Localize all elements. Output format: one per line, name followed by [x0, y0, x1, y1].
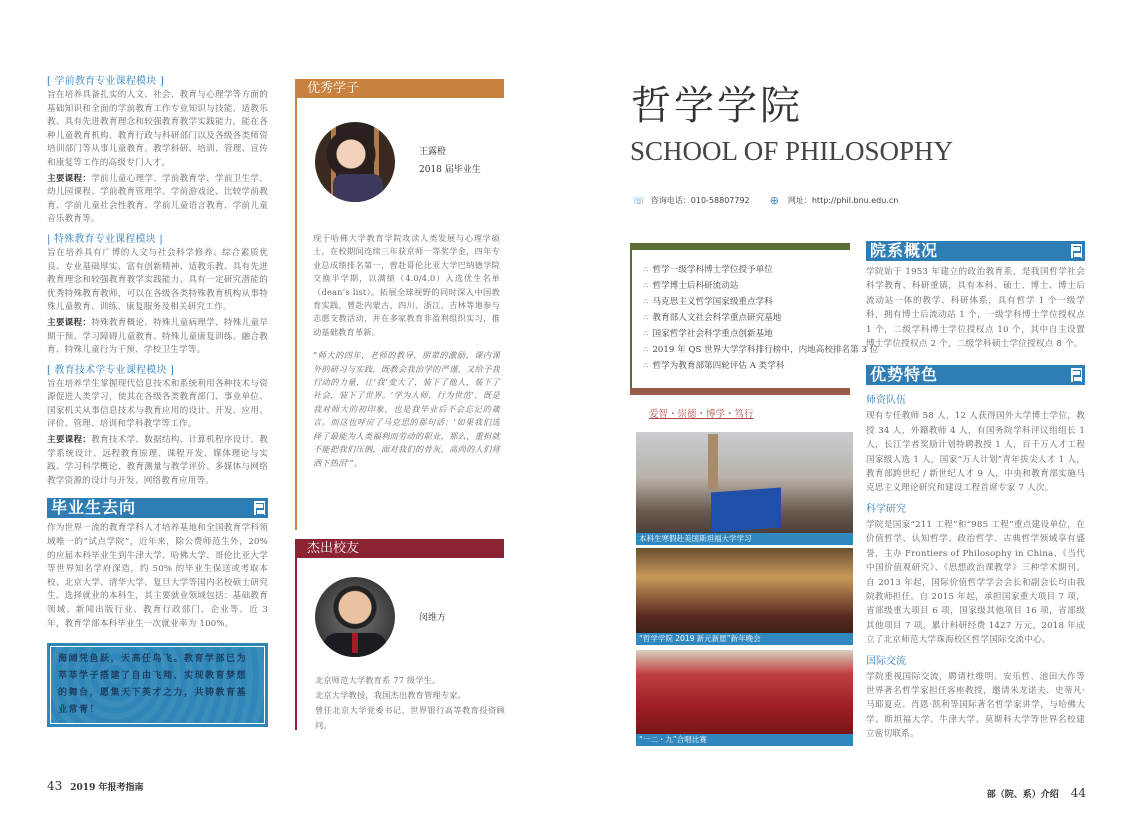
phone-text: 咨询电话：010-58807792 — [650, 196, 750, 205]
contact-bar — [632, 194, 898, 207]
exchange-text: 学院重视国际交流，聘请杜维明、安乐哲、池田大作等世界著名哲学家担任客座教授，邀请米龙诺夫、史蒂凡·马耶夏克、肖恩·凯利等国际著名哲学家讲学，与哈佛大学、斯坦福大学、牛津大学、莫斯科大学等世界名校建立密切联系。 — [866, 671, 1085, 740]
highlights-list — [643, 262, 878, 374]
alumni-bio-line: 北京大学教授，我国杰出教育管理专家。 — [315, 690, 466, 700]
meander-icon — [1070, 243, 1083, 259]
website-link[interactable]: 网址：http://phil.bnu.edu.cn — [787, 196, 899, 205]
courses-text: 特殊教育概论、特殊儿童病理学、特殊儿童早期干预、学习障碍儿童教育、特殊儿童康复训练、融合教育、特殊儿童行为干预、学校卫生学等。 — [47, 317, 268, 356]
module-desc: 旨在培养学生掌握现代信息技术和系统利用各种技术与资源促进人类学习，使其在各级各类教育部门、事业单位、国家机关从事信息技术与教育应用的设计、开发、应用、评价、管理、培训和学科教学等工作。 — [47, 378, 268, 430]
features-banner — [866, 365, 1085, 385]
graduates-section — [47, 498, 268, 631]
alumni-name: 闵维方 — [419, 613, 447, 623]
alumni-bio-line: 曾任北京大学党委书记、世界银行高等教育投资顾问。 — [315, 705, 505, 730]
module-desc: 旨在培养具备扎实的人文、社会、教育与心理学等方面的基础知识和全面的学前教育工作专业知识与技能、适教乐教、具有先进教育理念和较强教育教学实践能力，能在各种儿童教育机构、教育行政与科研部门以及各级各类师资培训部门等从事儿童教育、教学科研、培训、管理、宣传和康复等工作的高级专门人才。 — [47, 90, 268, 168]
photo-chorus — [636, 650, 853, 746]
overview-section — [866, 241, 1085, 351]
maroon-rule — [295, 558, 297, 730]
phone-icon: ☏ — [632, 194, 646, 207]
photo-caption: 本科生寒假赴美国斯坦福大学学习 — [636, 533, 853, 545]
footer-label: 部（院、系）介绍 — [986, 790, 1059, 800]
motto: 爱智・崇德・博学・笃行 — [649, 409, 754, 420]
page-number: 43 — [47, 779, 63, 793]
module-title: | 特殊教育专业课程模块 | — [47, 233, 163, 245]
alumni-section — [295, 539, 504, 558]
page-number: 44 — [1070, 786, 1086, 800]
student-header: 优秀学子 — [295, 79, 504, 98]
courses-label: 主要课程： — [47, 317, 92, 328]
curriculum-column — [47, 74, 268, 488]
courses-label: 主要课程： — [47, 173, 92, 184]
list-item: ∴ 哲学为教育部第四轮评估 A 类学科 — [643, 361, 785, 371]
overview-banner — [866, 241, 1085, 261]
module-courses — [47, 173, 268, 227]
photo-stanford — [636, 432, 853, 545]
right-footer — [987, 786, 1086, 800]
student-info — [419, 143, 481, 179]
faculty-text: 现有专任教师 58 人，12 人获得国外大学博士学位，教授 34 人，外籍教师 4 人，有国务院学科评议组组长 1 人，长江学者奖励计划特聘教授 1 人，百千万人才工程国家级人选 1 人，国家“万人计划”青年拔尖人才 1 人，教育部跨世纪 / 新世纪人才 9 人，中央和教育部实施马克思主义理论研究和建设工程首席专家 7 人次。 — [866, 411, 1085, 494]
student-year: 2018 届毕业生 — [419, 165, 481, 175]
list-item: ∴ 2019 年 QS 世界大学学科排行榜中，内地高校排名第 3 位 — [643, 345, 879, 355]
footer-label: 2019 年报考指南 — [70, 783, 144, 793]
alumni-photo — [315, 577, 395, 657]
graduates-text: 作为世界一流的教育学科人才培养基地和全国教育学科领域唯一的“试点学院”，近年来，除公费师范生外，20% 的应届本科毕业生到牛津大学、哈佛大学、哥伦比亚大学等世界知名学府深造，约 50% 的毕业生保送或考取本校、北京大学、清华大学、复旦大学等国内名校硕士研究生。选择就业的本科生，其主要就业领域包括：基础教育领域、新闻出版行业、教育行政部门、企业等。近 3 年，教育学部本科毕业生一次就业率为 100%。 — [47, 523, 268, 629]
page-subtitle: SCHOOL OF PHILOSOPHY — [630, 136, 954, 166]
photo-caption: “哲学学院 2019 新元新愿”新年晚会 — [636, 633, 853, 645]
features-section — [866, 365, 1085, 741]
alumni-bio-line: 北京师范大学教育系 77 级学生。 — [315, 675, 441, 685]
brown-bar — [630, 388, 850, 395]
quote-box — [47, 643, 268, 727]
green-rule — [630, 243, 632, 393]
research-text: 学院是国家“211 工程”和“985 工程”重点建设单位，在价值哲学、认知哲学、政治哲学、古典哲学领域享有盛誉，主办 Frontiers of Philosophy in China、《当代中国价值观研究》、《思想政治课教学》三种学术期刊。自 2013 年起，国际价值哲学学会会长和副会长均由我院教师担任。自 2015 年起，承担国家重大项目 7 项，省部级重大项目 6 项，国家级其他项目 16 项，省部级其他项目 7 项，累计科研经费 1427 万元。2018 年成立了北京师范大学珠海校区哲学国际交流中心。 — [866, 519, 1085, 646]
faculty-title: 师资队伍 — [866, 395, 906, 407]
graduates-banner — [47, 498, 268, 518]
module-title: [ 学前教育专业课程模块 ] — [47, 76, 164, 87]
green-bar — [630, 243, 850, 250]
courses-text: 学前儿童心理学、学前教育学、学前卫生学、幼儿园课程、学前教育管理学、学前游戏论、比较学前教育、学前儿童社会性教育、学前儿童语言教育、学前儿童音乐教育等。 — [47, 173, 268, 225]
student-bio: 现于哈佛大学教育学院攻读人类发展与心理学硕士，在校期间连续三年获京师一等奖学金，四年专业总成绩排名第一，曾赴哥伦比亚大学巴纳德学院交换半学期，以满绩（4.0/4.0）入选优生名单（dean’s list）。拓展全球视野的同时深入中国教育实践，曾赴内蒙古、四川、浙江、吉林等地参与志愿支教活动，并在多家教育非盈利组织实习，推动基础教育革新。 — [313, 233, 500, 337]
quote-text: 海阔凭鱼跃，天高任鸟飞。教育学部已为莘莘学子搭建了自由飞翔、实现教育梦想的舞台，愿集天下英才之力，共铸教育基业常青！ — [50, 646, 265, 724]
module-edtech — [47, 363, 268, 489]
left-footer — [47, 779, 143, 793]
overview-title: 院系概况 — [870, 241, 939, 260]
module-desc: 旨在培养具有广博的人文与社会科学修养、综合素质优良、专业基础厚实、富有创新精神、适教乐教、具有先进教育理念和较强教育教学实践能力、具有一定研究潜能的优秀特殊教育教师，可以在各级各类特殊教育机构从事特殊儿童教育、训练、康复服务及相关研究工作。 — [47, 247, 268, 313]
module-courses — [47, 434, 268, 488]
meander-icon — [1070, 367, 1083, 383]
student-name: 王露橙 — [419, 147, 447, 157]
student-section — [295, 79, 504, 98]
alumni-bio — [315, 673, 505, 733]
student-quote: “师大的四年，老师的教导，朋辈的激励，课内课外的研习与实践，既教会我治学的严谨，又给予我行动的力量，让‘我’变大了，装下了他人，装下了社会，装下了世界。‘学为人师，行为世范’，既是我对师大的初印象，也是我毕业后不会忘记的箴言。而这也呼应了马克思的那句话：‘如果我们选择了最能为人类福利而劳动的职业，那么，重担就不能把我们压倒，面对我们的骨灰，高尚的人们将洒下热泪’”。 — [313, 350, 500, 468]
exchange-title: 国际交流 — [866, 655, 906, 667]
page-title: 哲学学院 — [631, 83, 803, 129]
courses-label: 主要课程： — [47, 435, 92, 446]
features-title: 优势特色 — [870, 365, 939, 385]
module-title: [ 教育技术学专业课程模块 ] — [47, 364, 175, 376]
globe-icon: ⊕ — [769, 194, 779, 207]
list-item: ∴ 马克思主义哲学国家级重点学科 — [643, 297, 773, 307]
module-courses — [47, 317, 268, 358]
student-photo — [315, 122, 395, 202]
left-column — [47, 74, 268, 727]
list-item: ∴ 国家哲学社会科学重点创新基地 — [643, 329, 773, 339]
student-text — [313, 232, 500, 470]
alumni-header: 杰出校友 — [295, 539, 504, 558]
right-column — [866, 241, 1085, 742]
overview-text: 学院始于 1953 年建立的政治教育系，是我国哲学社会科学教育、科研重镇，具有本科、硕士、博士、博士后流动站一体的教学、科研体系，具有哲学 1 个一级学科，拥有博士后流动站 1 个，一级学科博士学位授权点 1 个，二级学科博士学位授权点 10 个，其中自主设置博士学位授权点 2 个，二级学科硕士学位授权点 8 个。 — [866, 267, 1085, 350]
courses-text: 教育技术学、数据结构、计算机程序设计、教学系统设计、远程教育原理、课程开发、媒体理论与实践、学习科学概论、教育测量与教学评价、多媒体与网络教学资源的设计与开发、网络教育应用等。 — [47, 435, 268, 486]
module-preschool — [47, 74, 268, 227]
list-item: ∴ 教育部人文社会科学重点研究基地 — [643, 313, 782, 323]
list-item: ∴ 哲学一级学科博士学位授予单位 — [643, 265, 773, 275]
research-title: 科学研究 — [866, 503, 906, 515]
photo-newyear — [636, 548, 853, 645]
graduates-title: 毕业生去向 — [51, 498, 137, 518]
meander-icon — [253, 500, 266, 516]
list-item: ∴ 哲学博士后科研流动站 — [643, 281, 739, 291]
module-special — [47, 232, 268, 358]
photo-caption: “一二・九”合唱比赛 — [636, 734, 853, 746]
orange-rule — [295, 98, 297, 530]
